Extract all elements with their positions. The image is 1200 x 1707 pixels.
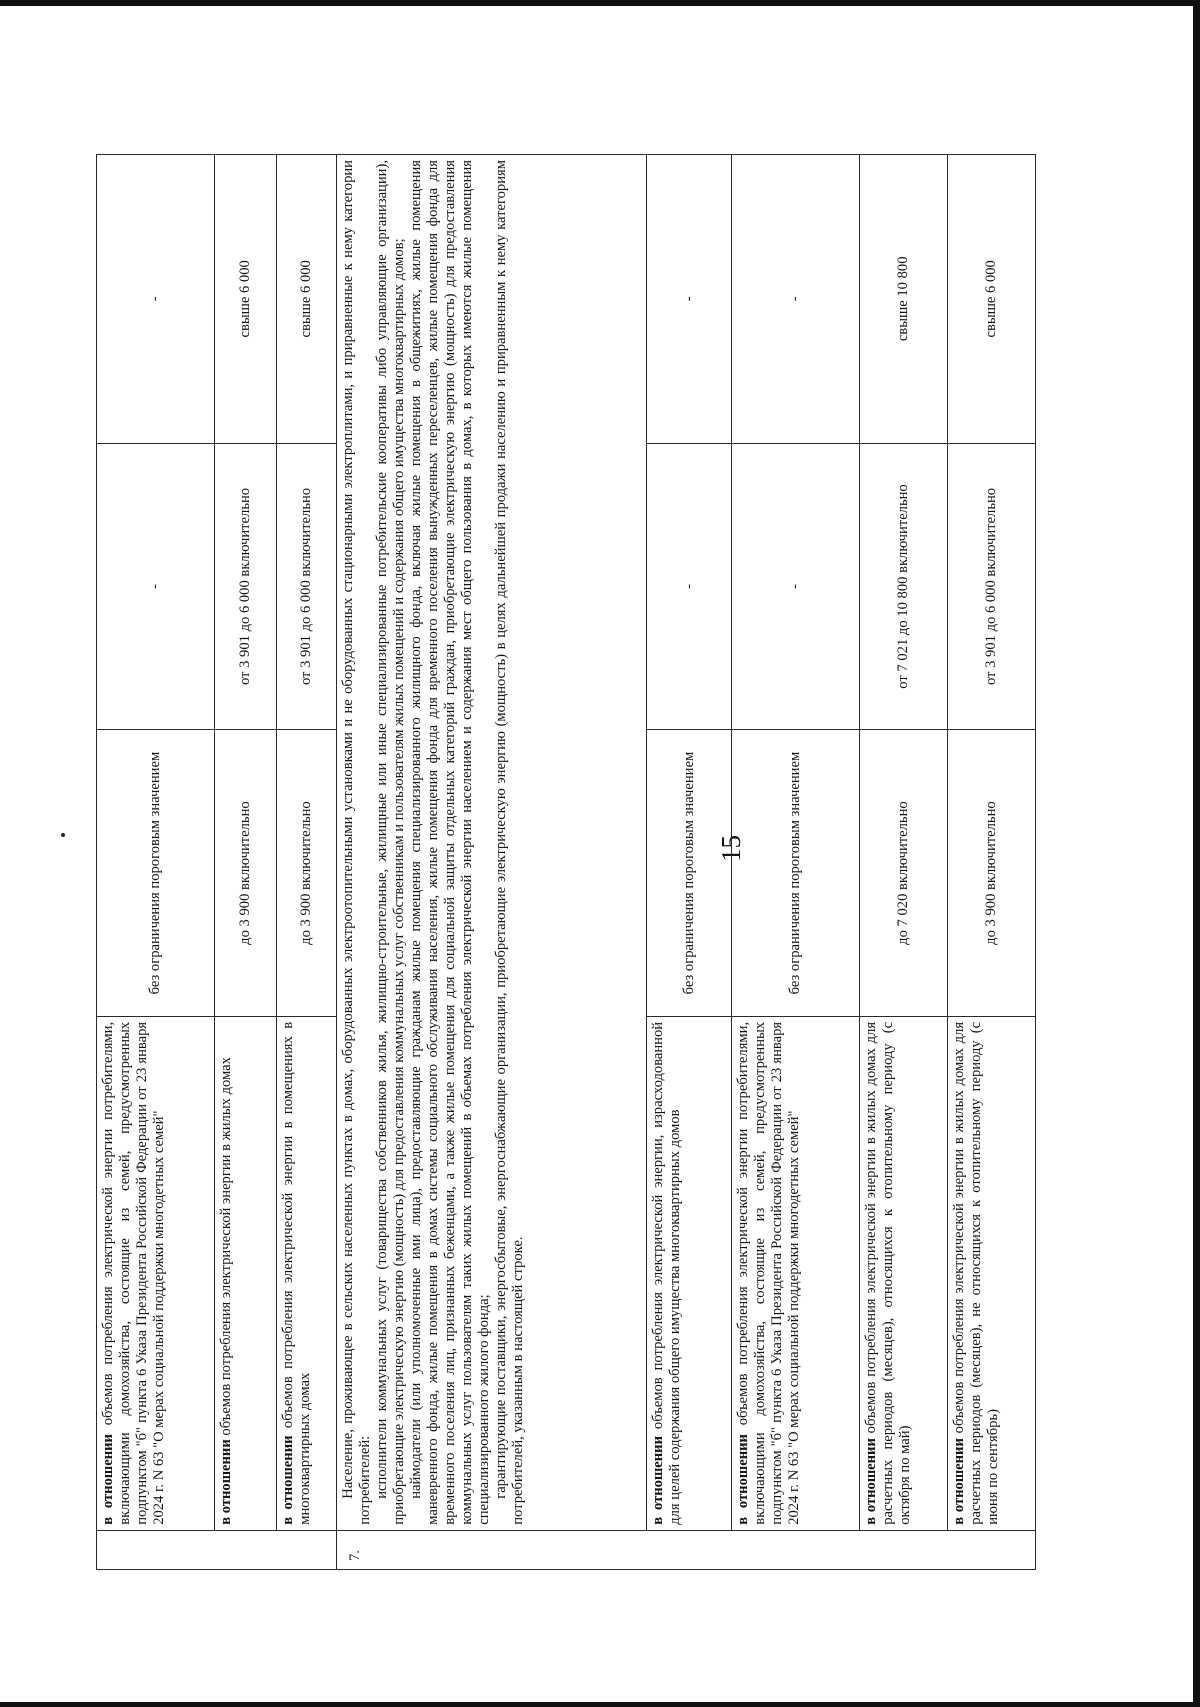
range2-cell: - bbox=[97, 443, 215, 730]
section7-paragraph: гарантирующие поставщики, энергосбытовые, энергоснабжающие организации, приобретающие электрическую энергию (мощность) в целях дальнейшей продажи населению и приравненным к нему категориям потребителей, указанным в настоящей строке. bbox=[493, 160, 526, 1525]
range1-cell: без ограничения пороговым значением bbox=[647, 730, 732, 1017]
range1-cell: до 3 900 включительно bbox=[215, 730, 277, 1017]
range3-cell: свыше 6 000 bbox=[277, 155, 337, 444]
table-row bbox=[647, 155, 732, 1570]
scan-dot bbox=[61, 833, 65, 837]
description-cell: в отношении объемов потребления электрической энергии потребителями, включающими домохозяйства, состоящие из семей, предусмотренных подпунктом "б" пункта 6 Указа Президента Российской Федерации от 23 января 2024 г. N 63 "О мерах социальной поддержки многодетных семей" bbox=[97, 1016, 215, 1530]
range2-cell: - bbox=[647, 443, 732, 730]
description-cell: в отношении объемов потребления электрической энергии в жилых домах bbox=[215, 1016, 277, 1530]
range3-cell: - bbox=[732, 155, 860, 444]
scan-edge-right bbox=[1193, 0, 1200, 1707]
range1-cell: без ограничения пороговым значением bbox=[732, 730, 860, 1017]
description-cell: в отношении объемов потребления электрической энергии в жилых домах для расчетных периодов (месяцев), не относящихся к отопительному периоду (с июня по сентябрь) bbox=[948, 1016, 1036, 1530]
section-number: 7. bbox=[337, 1530, 1036, 1569]
rotated-tariff-table bbox=[96, 154, 1094, 1570]
tariff-table bbox=[96, 154, 1036, 1570]
table-row bbox=[948, 155, 1036, 1570]
table-row bbox=[732, 155, 860, 1570]
section7-description bbox=[337, 155, 647, 1531]
section7-paragraph: Население, проживающее в сельских населенных пунктах в домах, оборудованных электроотопительными установками и не оборудованных стационарными электроплитами, и приравненные к нему категории потребителей: bbox=[340, 160, 373, 1525]
scan-edge-bottom bbox=[0, 1702, 1200, 1707]
range3-cell: - bbox=[97, 155, 215, 444]
range2-cell: от 3 901 до 6 000 включительно bbox=[215, 443, 277, 730]
range1-cell: до 3 900 включительно bbox=[948, 730, 1036, 1017]
description-cell: в отношении объемов потребления электрической энергии в жилых домах для расчетных периодов (месяцев), относящихся к отопительному периоду (с октября по май) bbox=[860, 1016, 948, 1530]
table-row bbox=[860, 155, 948, 1570]
table-row bbox=[215, 155, 277, 1570]
description-cell: в отношении объемов потребления электрической энергии потребителями, включающими домохозяйства, состоящие из семей, предусмотренных подпунктом "б" пункта 6 Указа Президента Российской Федерации от 23 января 2024 г. N 63 "О мерах социальной поддержки многодетных семей" bbox=[732, 1016, 860, 1530]
table-row bbox=[97, 155, 215, 1570]
range2-cell: - bbox=[732, 443, 860, 730]
table-row bbox=[337, 155, 647, 1570]
range2-cell: от 3 901 до 6 000 включительно bbox=[948, 443, 1036, 730]
range3-cell: свыше 6 000 bbox=[948, 155, 1036, 444]
range3-cell: - bbox=[647, 155, 732, 444]
range3-cell: свыше 6 000 bbox=[215, 155, 277, 444]
scan-edge-top bbox=[0, 0, 1200, 6]
row-number-cell bbox=[97, 1530, 337, 1569]
range2-cell: от 3 901 до 6 000 включительно bbox=[277, 443, 337, 730]
description-cell: в отношении объемов потребления электрической энергии, израсходованной для целей содержания общего имущества многоквартирных домов bbox=[647, 1016, 732, 1530]
range2-cell: от 7 021 до 10 800 включительно bbox=[860, 443, 948, 730]
range3-cell: свыше 10 800 bbox=[860, 155, 948, 444]
range1-cell: до 3 900 включительно bbox=[277, 730, 337, 1017]
description-cell: в отношении объемов потребления электрической энергии в помещениях в многоквартирных домах bbox=[277, 1016, 337, 1530]
range1-cell: без ограничения пороговым значением bbox=[97, 730, 215, 1017]
section7-paragraph: исполнители коммунальных услуг (товарищества собственников жилья, жилищно-строительные, жилищные или иные специализированные потребительские кооперативы либо управляющие организации), приобретающие электрическую энергию (мощность) для предоставления коммунальных услуг собственникам и пользователям жилых помещений и содержания общего имущества многоквартирных домов; bbox=[374, 160, 407, 1525]
section7-paragraph: наймодатели (или уполномоченные ими лица), предоставляющие гражданам жилые помещения специализированного жилищного фонда, включая жилые помещения в общежитиях, жилые помещения маневренного фонда, жилые помещения в домах системы социального обслуживания населения, жилые помещения фонда для временного поселения вынужденных переселенцев, жилые помещения фонда для временного поселения лиц, признанных беженцами, а также жилые помещения для социальной защиты отдельных категорий граждан, приобретающие электрическую энергию (мощность) для предоставления коммунальных услуг пользователям таких жилых помещений в объемах потребления электрической энергии населением и содержания мест общего пользования в домах, в которых имеются жилые помещения специализированного жилого фонда; bbox=[408, 160, 492, 1525]
range1-cell: до 7 020 включительно bbox=[860, 730, 948, 1017]
table-row bbox=[277, 155, 337, 1570]
page-number: 15 bbox=[716, 835, 746, 862]
